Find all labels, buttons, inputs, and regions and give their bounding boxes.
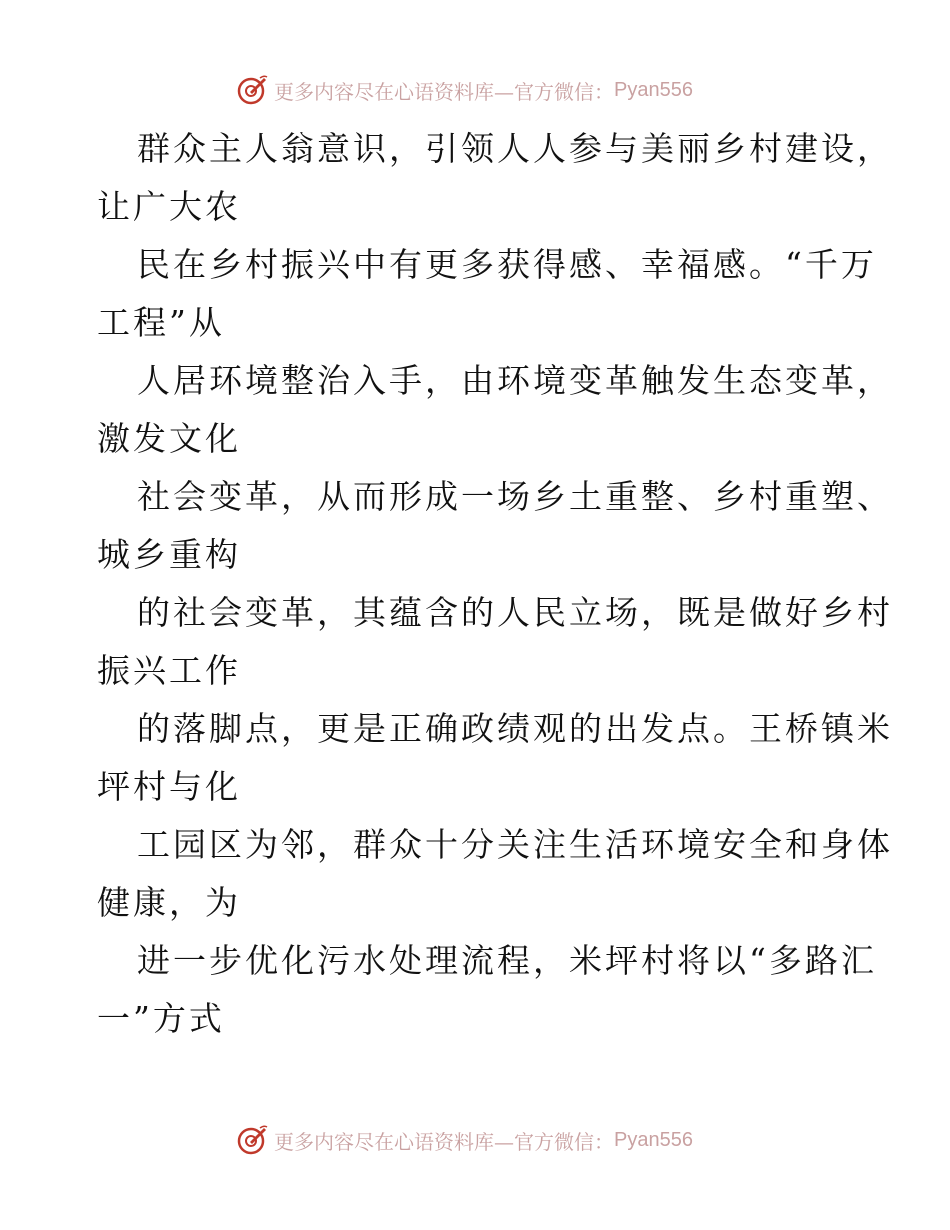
text-line: 人居环境整治入手，由环境变革触发生态变革， [137,361,893,400]
watermark-text: 更多内容尽在心语资料库—官方微信： [274,1129,614,1154]
pen-logo-icon [236,74,268,106]
text-line: 一”方式 [97,999,225,1038]
watermark-wechat-id: Pyan556 [614,78,693,101]
header-watermark [236,73,693,107]
pen-logo-icon [236,1124,268,1156]
text-line: 振兴工作 [97,651,241,690]
text-line: 城乡重构 [97,535,241,574]
text-line: 民在乡村振兴中有更多获得感、幸福感。“千万 [137,245,877,284]
text-line: 坪村与化 [97,767,241,806]
text-line: 社会变革，从而形成一场乡土重整、乡村重塑、 [137,477,893,516]
watermark-text: 更多内容尽在心语资料库—官方微信： [274,79,614,104]
text-line: 工园区为邻，群众十分关注生活环境安全和身体 [137,825,893,864]
text-line: 工程”从 [97,303,225,342]
text-line: 让广大农 [97,187,241,226]
text-line: 激发文化 [97,419,241,458]
text-line: 的社会变革，其蕴含的人民立场，既是做好乡村 [137,593,893,632]
footer-watermark [236,1123,693,1157]
text-line: 健康，为 [97,883,241,922]
watermark-wechat-id: Pyan556 [614,1128,693,1151]
text-line: 进一步优化污水处理流程，米坪村将以“多路汇 [137,941,877,980]
text-line: 的落脚点，更是正确政绩观的出发点。王桥镇米 [137,709,893,748]
text-line: 群众主人翁意识，引领人人参与美丽乡村建设， [137,129,893,168]
document-body [97,120,893,1048]
